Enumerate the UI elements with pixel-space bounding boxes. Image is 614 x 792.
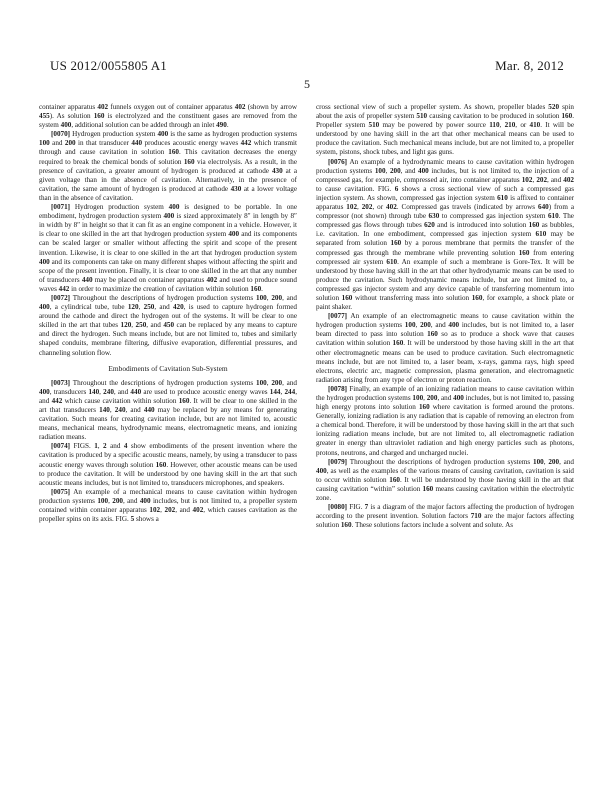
paragraph: [0072] Throughout the descriptions of hydrogen production systems 100, 200, and 400, a cylindrical tube, tube 120, 250, and 420, is used to capture hydrogen formed around the cathode and direct the hydrogen out of the systems. It will be clear to one skilled in the art that tubes 120, 250, and 450 can be replaced by any means to capture and direct the hydrogen. Such means include, but are not limited to, tubes and similarly shaped conduits, membrane filtering, diffusive evaporation, differential pressures, and channeling solution flow. xyxy=(39,293,298,357)
paragraph: [0075] An example of a mechanical means to cause cavitation within hydrogen production systems 100, 200, and 400 includes, but is not limited to, a propeller system contained within container apparatus 102, 202, and 402, which causes cavitation as the propeller spins on its axis. FIG. 5 shows a xyxy=(39,487,298,524)
left-text-column xyxy=(39,103,297,524)
paragraph: container apparatus 402 funnels oxygen out of container apparatus 402 (shown by arrow 455). As solution 160 is electrolyzed and the constituent gases are removed from the system 400, additional solution can be added through an inlet 490. xyxy=(39,103,298,130)
paragraph: [0076] An example of a hydrodynamic means to cause cavitation within hydrogen production systems 100, 200, and 400 includes, but is not limited to, the injection of a compressed gas, for example, compressed air, into container apparatus 102, 202, and 402 to cause cavitation. FIG. 6 shows a cross sectional view of such a compressed gas injection system. As shown, compressed gas injection system 610 is affixed to container apparatus 102, 202, or 402. Compressed gas travels (indicated by arrows 640) from a compressor (not shown) through tube 630 to compressed gas injection system 610. The compressed gas flows through tubes 620 and is introduced into solution 160 as bubbles, i.e. cavitation. In one embodiment, compressed gas injection system 610 may be separated from solution 160 by a porous membrane that permits the transfer of the compressed gas through the membrane while preventing solution 160 from entering compressed air system 610. An example of such a membrane is Gore-Tex. It will be understood by those having skill in the art that other hydrodynamic means can be used to produce the cavitation. Such hydrodynamic means include, but are not limited to, a compressed gas injector system and any device capable of transferring momentum into solution 160 without transferring mass into solution 160, for example, a shock plate or paint shaker. xyxy=(316,157,575,312)
paragraph: [0077] An example of an electromagnetic means to cause cavitation within the hydrogen production systems 100, 200, and 400 includes, but is not limited to, a laser beam directed to pass into solution 160 so as to produce a shock wave that causes cavitation within solution 160. It will be understood by those having skill in the art that other electromagnetic means can be used to produce cavitation. Such electromagnetic means include, but are not limited to, a laser beam, x-rays, gamma rays, high speed electrons, electric arc, magnetic compression, plasma generation, and electromagnetic radiation arising from any type of electron or proton reaction. xyxy=(316,312,575,384)
publication-number: US 2012/0055805 A1 xyxy=(50,58,168,73)
page-header xyxy=(50,58,564,74)
paragraph: [0078] Finally, an example of an ionizing radiation means to cause cavitation within the hydrogen production systems 100, 200, and 400 includes, but is not limited to, passing high energy protons into solution 160 where cavitation is formed around the protons. Generally, ionizing radiation is any radiation that is capable of removing an electron from a chemical bond. Therefore, it will be understood by those having skill in the art that such ionizing radiation means include, but are not limited to, all electromagnetic radiation greater in energy than ultraviolet radiation and high energy particles such as photons, protons, neutrons, and charged and uncharged nuclei. xyxy=(316,384,574,457)
page-number: 5 xyxy=(304,77,310,91)
paragraph: cross sectional view of such a propeller system. As shown, propeller blades 520 spin about the axis of propeller system 510 causing cavitation to be produced in solution 160. Propeller system 510 may be powered by power source 110, 210, or 410. It will be understood by one having skill in the art that other mechanical means can be used to produce the cavitation. Such mechanical means include, but are not limited to, a propeller system, pistons, shock tubes, and light gas guns. xyxy=(316,103,574,157)
paragraph: [0070] Hydrogen production system 400 is the same as hydrogen production systems 100 and 200 in that transducer 440 produces acoustic energy waves 442 which transmit through and cause cavitation in solution 160. This cavitation decreases the energy required to break the chemical bonds of solution 160 via electrolysis. As a result, in the presence of cavitation, a greater amount of hydrogen is produced at cathode 430 at a given voltage than in the absence of cavitation. Alternatively, in the presence of cavitation, the same amount of hydrogen is produced at cathode 430 at a lower voltage than in the absence of cavitation. xyxy=(39,130,298,202)
paragraph: [0074] FIGS. 1, 2 and 4 show embodiments of the present invention where the cavitation is produced by a specific acoustic means, namely, by using a transducer to pass acoustic energy waves through solution 160. However, other acoustic means can be used to produce the cavitation. It will be understood by one having skill in the art that such acoustic means includes, but is not limited to, transducers microphones, and speakers. xyxy=(39,442,298,487)
right-text-column xyxy=(316,103,574,530)
paragraph: [0080] FIG. 7 is a diagram of the major factors affecting the production of hydrogen according to the present invention. Solution factors 710 are the major factors affecting solution 160. These solutions factors include a solvent and solute. As xyxy=(316,503,574,530)
paragraph: [0073] Throughout the descriptions of hydrogen production systems 100, 200, and 400, transducers 140, 240, and 440 are used to produce acoustic energy waves 144, 244, and 442 which cause cavitation within solution 160. It will be clear to one skilled in the art that transducers 140, 240, and 440 may be replaced by any means for generating cavitation. Such means for creating cavitation include, but are not limited to, acoustic means, mechanical means, hydrodynamic means, electromagnetic means, and ionizing radiation means. xyxy=(39,378,297,442)
publication-date: Mar. 8, 2012 xyxy=(495,58,564,73)
paragraph: [0071] Hydrogen production system 400 is designed to be portable. In one embodiment, hydrogen production system 400 is sized approximately 8″ in length by 8″ in width by 8″ in height so that it can fit as an engine component in a vehicle. However, it is clear to one skilled in the art that hydrogen production system 400 and its components can be scaled larger or smaller without affecting the spirit and scope of the present invention. Likewise, it is clear to one skilled in the art that hydrogen production system 400 and its components can take on many different shapes without affecting the spirit and scope of the present invention. Finally, it is clear to one skilled in the art that any number of transducers 440 may be placed on container apparatus 402 and used to produce sound waves 442 in order to maximize the creation of cavitation within solution 160. xyxy=(39,203,298,293)
section-heading: Embodiments of Cavitation Sub-System xyxy=(108,363,228,373)
paragraph: [0079] Throughout the descriptions of hydrogen production systems 100, 200, and 400, as well as the examples of the various means of causing cavitation, cavitation is said to occur within solution 160. It will be understood by those having skill in the art that causing cavitation “within” solution 160 means causing cavitation within the electrolytic zone. xyxy=(316,457,574,503)
